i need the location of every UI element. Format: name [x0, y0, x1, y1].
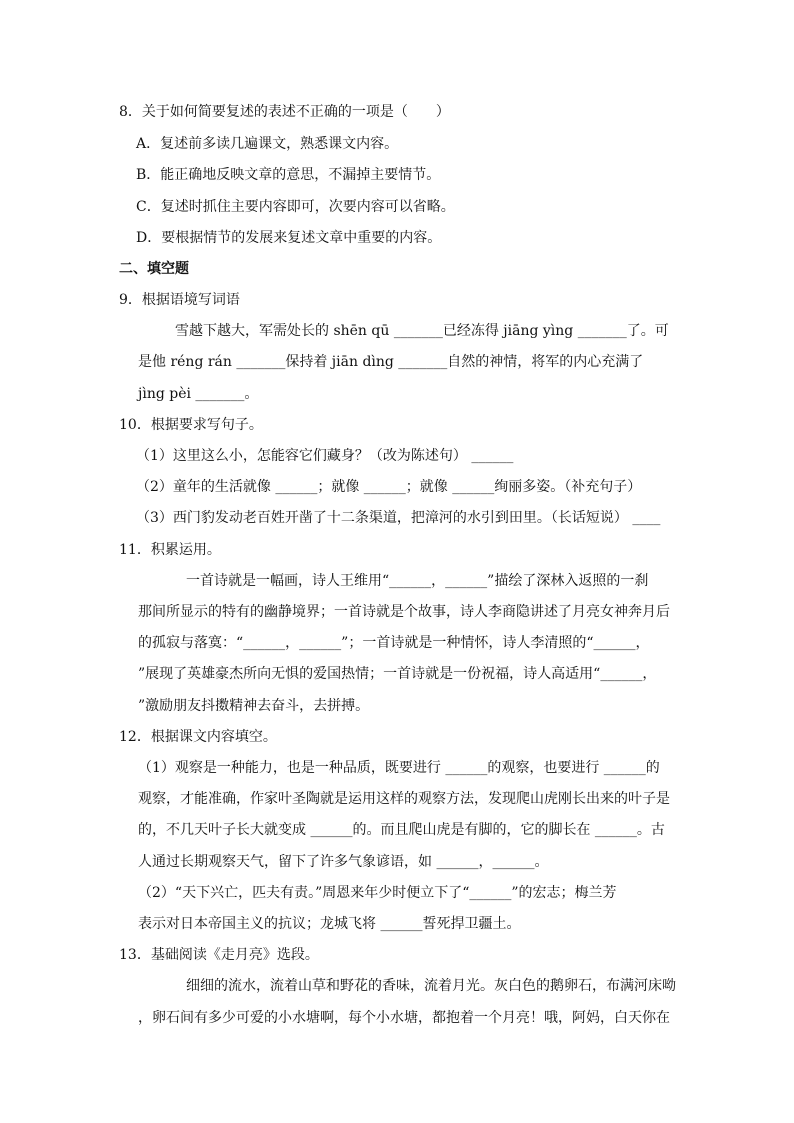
q8-option-a: A．复述前多读几遍课文，熟悉课文内容。: [136, 136, 399, 152]
q11-line-5: ”激励朋友抖擞精神去奋斗，去拼搏。: [138, 698, 370, 714]
q9-stem: 9．根据语境写词语: [119, 292, 240, 308]
q13-line-1: 细细的流水，流着山草和野花的香味，流着月光。灰白色的鹅卵石，布满河床呦: [186, 978, 676, 994]
q11-line-3: 的孤寂与落寞：“______，______”；一首诗就是一种情怀，诗人李清照的“______，: [138, 635, 650, 651]
q11-line-2: 那间所显示的特有的幽静境界；一首诗就是个故事，诗人李商隐讲述了月亮女神奔月后: [138, 604, 670, 620]
q10-item-3: （3）西门豹发动老百姓开凿了十二条渠道，把漳河的水引到田里。（长话短说） ____: [136, 510, 661, 526]
section-title: 二、填空题: [119, 261, 189, 277]
q10-item-2: （2）童年的生活就像 ______；就像 ______；就像 ______绚丽多姿。（补充句子）: [136, 479, 642, 495]
q12-line-4: 人通过长期观察天气，留下了许多气象谚语，如 ______，______。: [138, 854, 549, 870]
q8-option-c: C．复述时抓住主要内容即可，次要内容可以省略。: [136, 199, 455, 215]
q12-line-5: （2）“天下兴亡，匹夫有责。”周恩来年少时便立下了“______”的宏志；梅兰芳: [138, 885, 617, 901]
q12-line-2: 观察，才能准确，作家叶圣陶就是运用这样的观察方法，发现爬山虎刚长出来的叶子是: [138, 791, 670, 807]
q12-line-1: （1）观察是一种能力，也是一种品质，既要进行 ______的观察，也要进行 ______的: [138, 760, 660, 776]
q11-line-4: ”展现了英雄豪杰所向无惧的爱国热情；一首诗就是一份祝福，诗人高适用“______，: [138, 666, 657, 682]
q13-stem: 13．基础阅读《走月亮》选段。: [119, 947, 319, 963]
q12-stem: 12．根据课文内容填空。: [119, 729, 277, 745]
q9-line-2: 是他 réng rán _______保持着 jiān dìng _______自然的神情，将军的内心充满了: [138, 354, 644, 370]
q12-line-3: 的，不几天叶子长大就变成 ______的。而且爬山虎是有脚的，它的脚长在 ______。古: [138, 822, 665, 838]
q12-line-6: 表示对日本帝国主义的抗议；龙城飞将 ______誓死捍卫疆土。: [138, 916, 521, 932]
q9-line-3: jìng pèi _______。: [138, 386, 259, 402]
q13-line-2: ，卵石间有多少可爱的小水塘啊，每个小水塘，都抱着一个月亮！哦，阿妈，白天你在: [138, 1010, 670, 1026]
q10-stem: 10．根据要求写句子。: [119, 417, 263, 433]
q9-line-1: 雪越下越大，军需处长的 shēn qū _______已经冻得 jiāng yìng _______了。可: [175, 323, 669, 339]
q10-item-1: （1）这里这么小，怎能容它们藏身？（改为陈述句） ______: [136, 448, 514, 464]
q8-option-b: B．能正确地反映文章的意思，不漏掉主要情节。: [136, 167, 441, 183]
q8-option-d: D．要根据情节的发展来复述文章中重要的内容。: [136, 230, 442, 246]
q8-stem: 8．关于如何简要复述的表述不正确的一项是（ ）: [119, 104, 450, 120]
q11-stem: 11．积累运用。: [119, 542, 221, 558]
q11-line-1: 一首诗就是一幅画，诗人王维用“______，______”描绘了深林入返照的一刹: [186, 573, 649, 589]
